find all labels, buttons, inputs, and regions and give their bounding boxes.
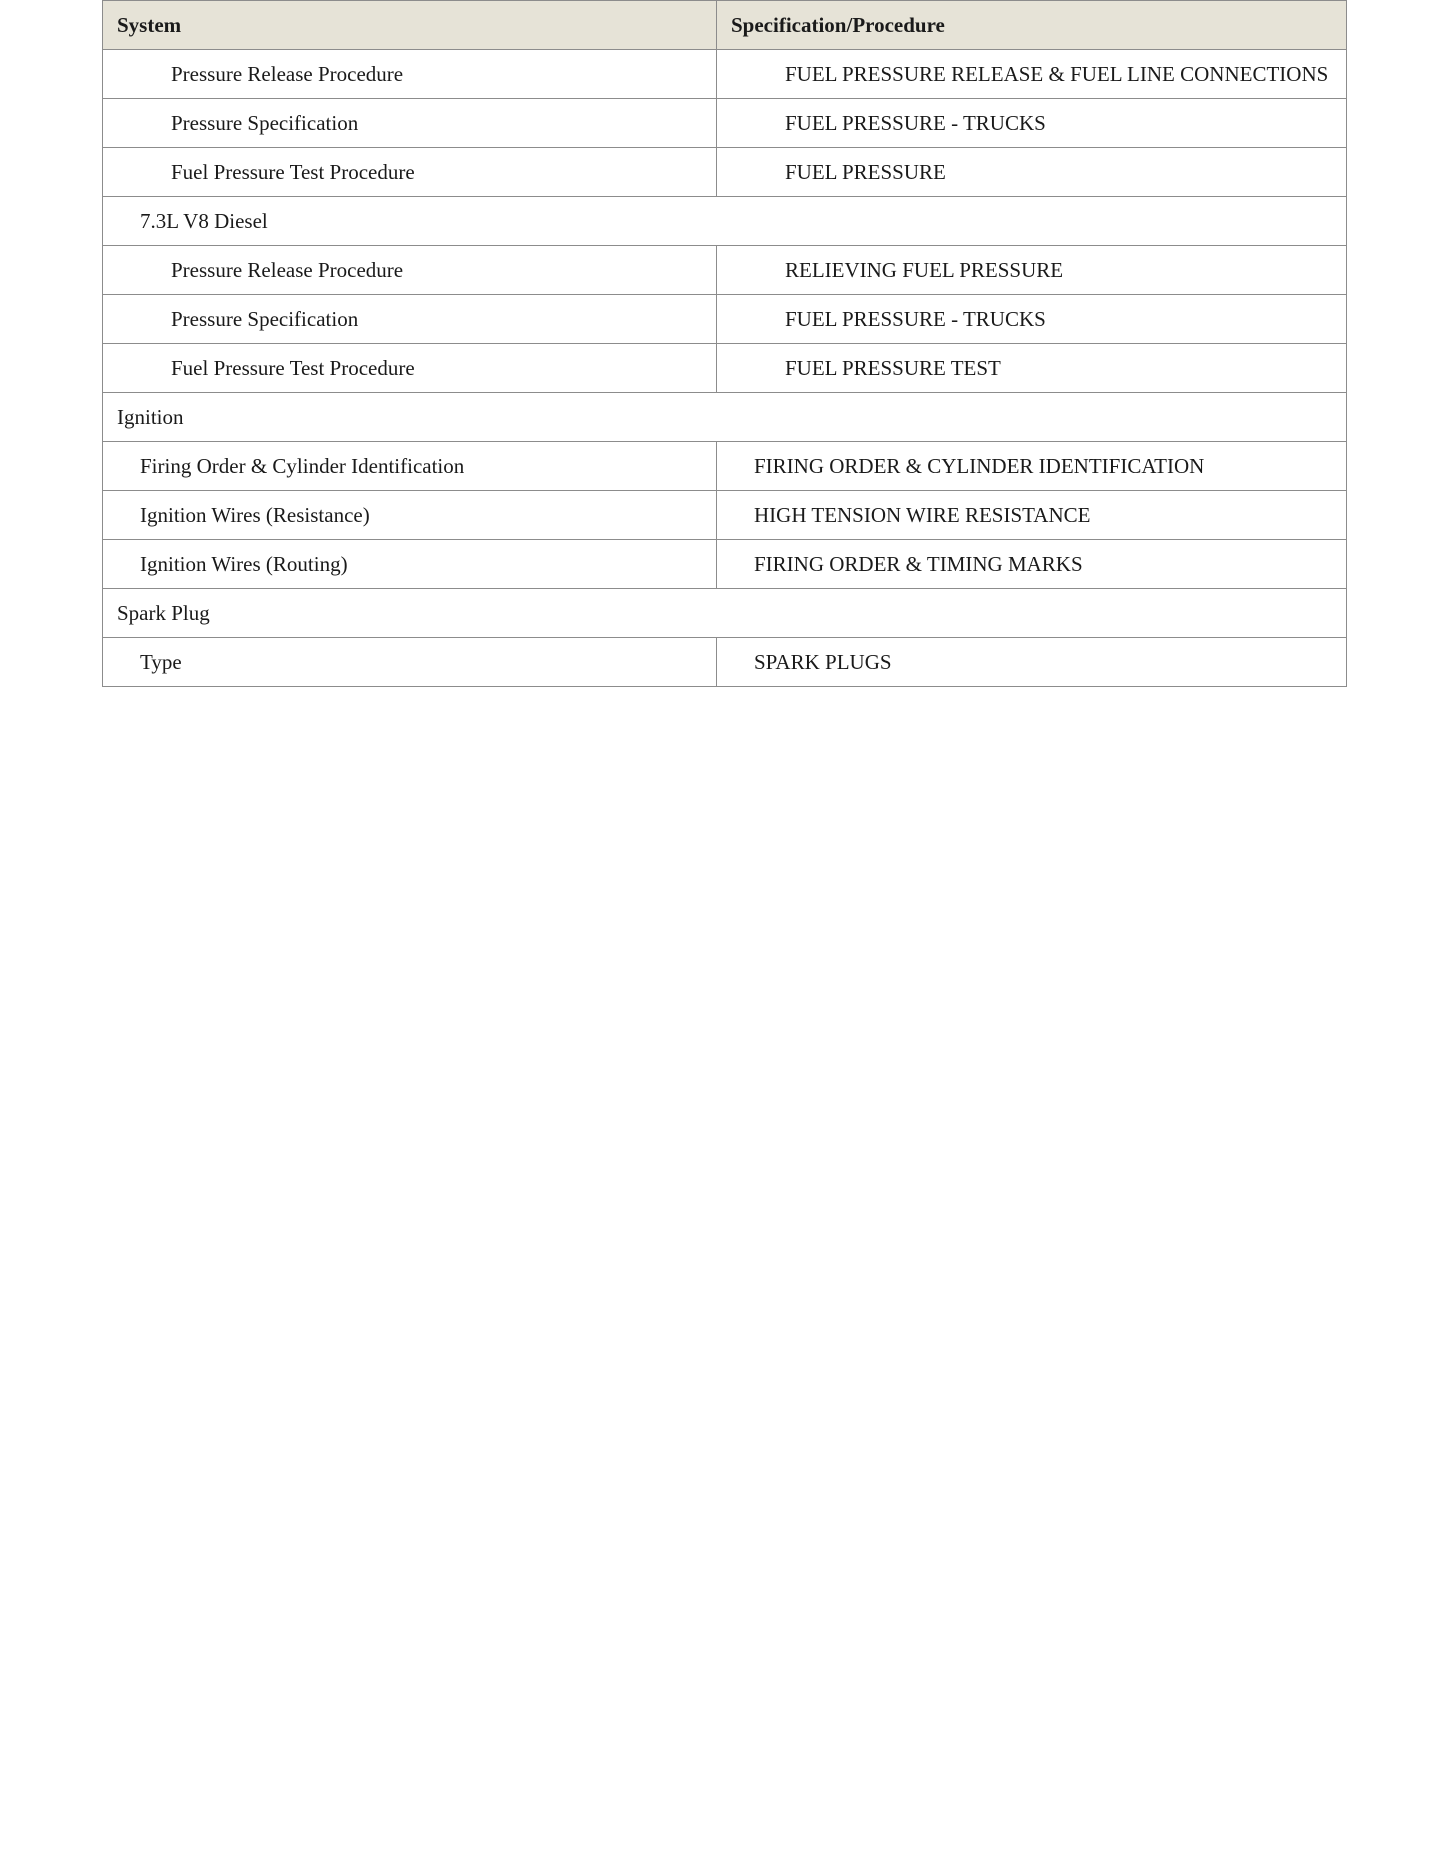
spec-cell: SPARK PLUGS (717, 638, 1347, 687)
spec-cell: FUEL PRESSURE RELEASE & FUEL LINE CONNECTIONS (717, 50, 1347, 99)
table-group-row (103, 589, 1347, 638)
table-row (103, 148, 1347, 197)
table-row (103, 246, 1347, 295)
spec-cell: RELIEVING FUEL PRESSURE (717, 246, 1347, 295)
system-cell: Pressure Release Procedure (103, 246, 717, 295)
group-label: Spark Plug (103, 589, 1347, 638)
spec-cell: FIRING ORDER & TIMING MARKS (717, 540, 1347, 589)
table-group-row (103, 393, 1347, 442)
spec-cell: HIGH TENSION WIRE RESISTANCE (717, 491, 1347, 540)
system-cell: Ignition Wires (Resistance) (103, 491, 717, 540)
system-cell: Type (103, 638, 717, 687)
system-cell: Firing Order & Cylinder Identification (103, 442, 717, 491)
system-cell: Fuel Pressure Test Procedure (103, 148, 717, 197)
spec-cell: FUEL PRESSURE - TRUCKS (717, 99, 1347, 148)
spec-cell: FUEL PRESSURE (717, 148, 1347, 197)
table-row (103, 295, 1347, 344)
specification-table (102, 0, 1347, 687)
system-cell: Ignition Wires (Routing) (103, 540, 717, 589)
table-body (103, 50, 1347, 687)
system-cell: Pressure Release Procedure (103, 50, 717, 99)
spec-column-header: Specification/Procedure (717, 1, 1347, 50)
group-label: 7.3L V8 Diesel (103, 197, 1347, 246)
table-group-row (103, 197, 1347, 246)
table-row (103, 540, 1347, 589)
table-row (103, 491, 1347, 540)
table-row (103, 99, 1347, 148)
table-header (103, 1, 1347, 50)
table-row (103, 638, 1347, 687)
spec-cell: FIRING ORDER & CYLINDER IDENTIFICATION (717, 442, 1347, 491)
system-column-header: System (103, 1, 717, 50)
system-cell: Pressure Specification (103, 295, 717, 344)
group-label: Ignition (103, 393, 1347, 442)
header-row (103, 1, 1347, 50)
system-cell: Fuel Pressure Test Procedure (103, 344, 717, 393)
table-row (103, 50, 1347, 99)
system-cell: Pressure Specification (103, 99, 717, 148)
spec-cell: FUEL PRESSURE - TRUCKS (717, 295, 1347, 344)
table-row (103, 442, 1347, 491)
table-row (103, 344, 1347, 393)
spec-cell: FUEL PRESSURE TEST (717, 344, 1347, 393)
